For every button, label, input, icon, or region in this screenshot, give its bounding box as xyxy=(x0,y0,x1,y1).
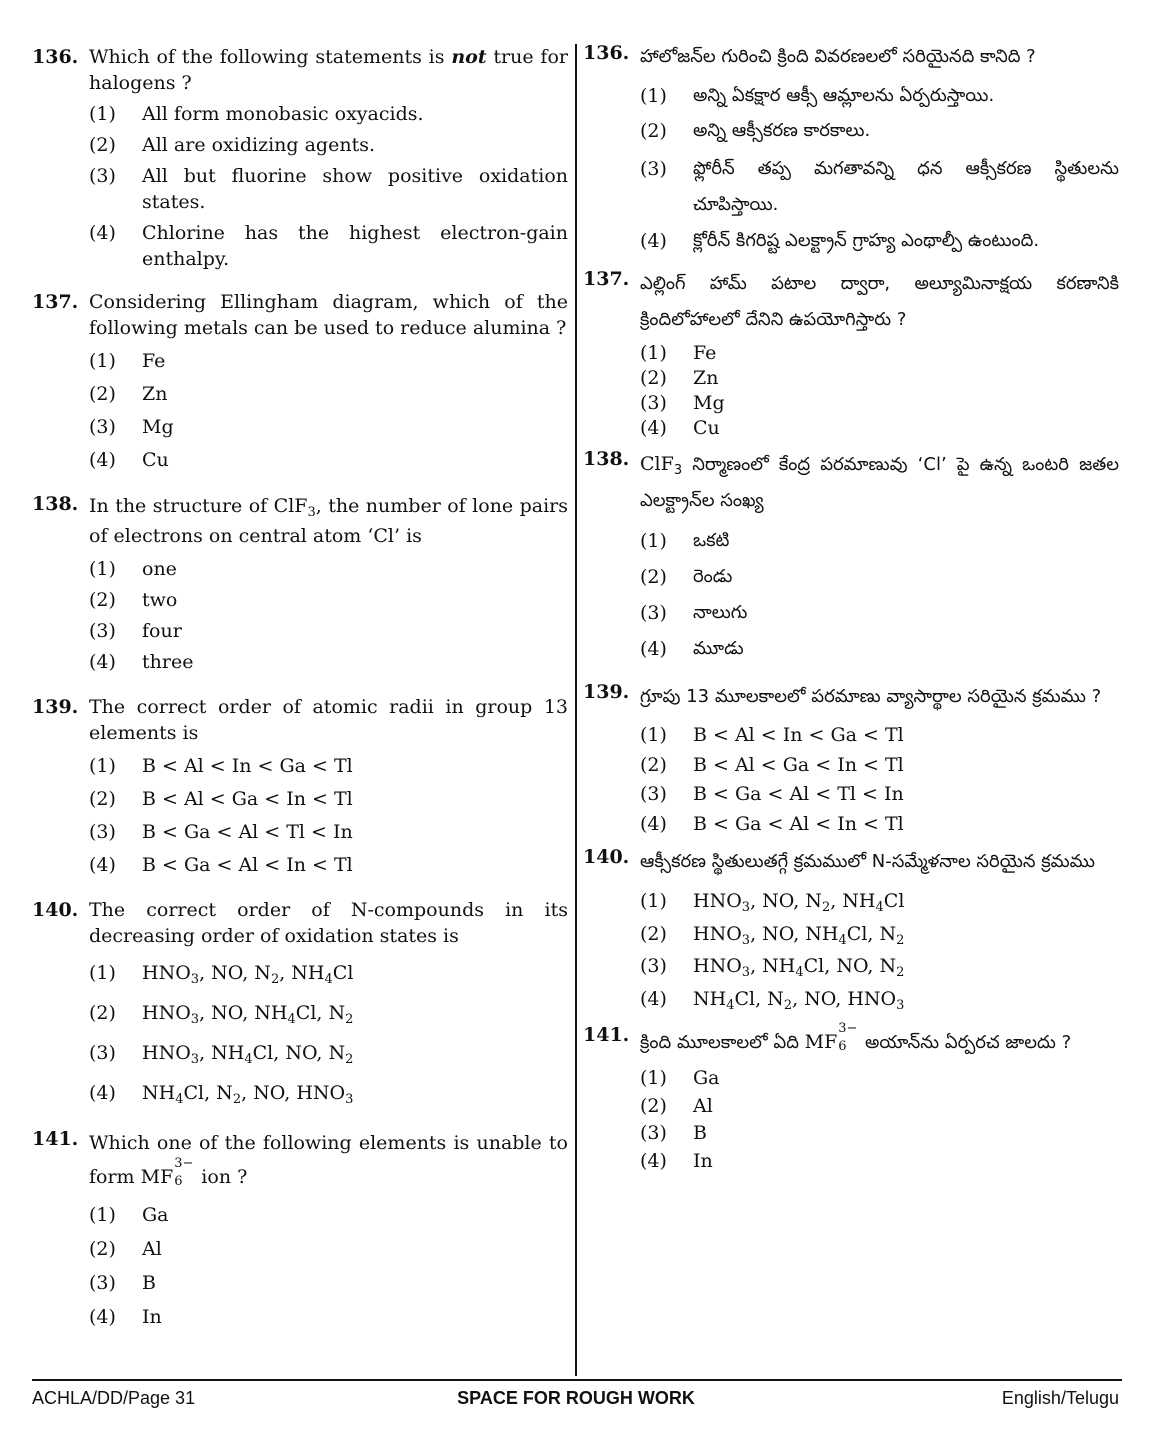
question-number: 141. xyxy=(583,1024,630,1046)
option: (4) Cu xyxy=(640,417,720,439)
option: (2) two xyxy=(89,589,178,611)
question-stem: ఎల్లింగ్ హామ్ పటాల ద్వారా, అల్యూమినాక్షయ కరణానికి క్రిందిలోహాలలో దేనిని ఉపయోగిస్తారు ? xyxy=(640,273,1119,330)
page-code: ACHLA/DD/Page 31 xyxy=(32,1388,196,1408)
option: (3) ఫ్లోరీన్ తప్ప మగతావన్ని ధన ఆక్సీకరణ స్థితులను చూపిస్తాయి. xyxy=(640,158,1119,215)
question-140-en xyxy=(32,897,568,1106)
question-stem: Which one of the following elements is unable to form MF 3− 6 ion ? xyxy=(89,1132,568,1189)
question-141-en xyxy=(32,1126,568,1330)
option: (2) $HNO_3$, NO, $NH_4Cl$, $N_2$ xyxy=(89,1002,354,1027)
question-number: 137. xyxy=(32,291,79,313)
question-stem: ఆక్సీకరణ స్థితులుతగ్గే క్రమములో N-సమ్మేళనాల సరియైన క్రమము xyxy=(640,851,1095,872)
option: (4) Cu xyxy=(89,449,169,471)
question-139-en xyxy=(32,694,568,878)
question-137-te xyxy=(583,266,1119,441)
options-list xyxy=(640,81,1119,259)
option: (2) $HNO_3$, NO, $NH_4Cl$, $N_2$ xyxy=(640,922,905,948)
option: (1) B < Al < In < Ga < Tl xyxy=(640,724,904,746)
option: (2) Al xyxy=(640,1094,713,1117)
question-140-te xyxy=(583,844,1119,1015)
question-number: 136. xyxy=(32,46,79,68)
question-stem: The correct order of N-compounds in its decreasing order of oxidation states is xyxy=(89,899,568,947)
option: (1) $HNO_3$, NO, $N_2$, $NH_4Cl$ xyxy=(640,890,905,915)
option: (4) B < Ga < Al < In < Tl xyxy=(640,812,904,835)
ion-superscript-subscript: 3− 6 xyxy=(174,1156,194,1189)
telugu-column xyxy=(583,44,1119,1175)
question-139-te xyxy=(583,679,1119,839)
question-number: 139. xyxy=(32,696,79,718)
options-list xyxy=(89,556,568,675)
footer-rule xyxy=(32,1379,1122,1381)
language-label: English/Telugu xyxy=(1001,1388,1119,1408)
options-list xyxy=(89,348,568,473)
question-number: 138. xyxy=(32,493,79,515)
option: (1) ఒకటి xyxy=(640,530,730,552)
option: (2) అన్ని ఆక్సీకరణ కారకాలు. xyxy=(640,120,871,142)
question-number: 140. xyxy=(32,899,79,921)
option: (1) Fe xyxy=(640,342,717,364)
question-138-te xyxy=(583,446,1119,667)
question-stem: The correct order of atomic radii in group 13 elements is xyxy=(89,696,568,744)
rough-work-label: SPACE FOR ROUGH WORK xyxy=(457,1388,695,1408)
options-list xyxy=(640,341,1119,441)
question-number: 138. xyxy=(583,448,630,470)
option: (1) Ga xyxy=(89,1204,169,1226)
option: (1) $HNO_3$, NO, $N_2$, $NH_4Cl$ xyxy=(89,962,354,987)
option: (3) All but fluorine show positive oxidation states. xyxy=(89,165,568,213)
option: (3) B xyxy=(89,1272,156,1294)
option: (2) B < Al < Ga < In < Tl xyxy=(640,753,904,776)
option: (2) Zn xyxy=(640,367,719,389)
column-divider xyxy=(575,44,577,1376)
question-stem: Which of the following statements is not true for halogens ? xyxy=(89,46,568,94)
question-number: 140. xyxy=(583,846,630,868)
option: (4) మూడు xyxy=(640,638,744,660)
option: (4) Chlorine has the highest electron-gain enthalpy. xyxy=(89,222,568,270)
options-list xyxy=(89,1202,568,1330)
question-stem: Considering Ellingham diagram, which of the following metals can be used to reduce alumina ? xyxy=(89,291,568,339)
question-136-te xyxy=(583,40,1119,259)
option: (4) $NH_4Cl$, $N_2$, NO, $HNO_3$ xyxy=(640,987,905,1013)
option: (4) B < Ga < Al < In < Tl xyxy=(89,854,353,876)
option: (3) Mg xyxy=(640,392,725,414)
options-list xyxy=(640,721,1119,839)
option: (4) In xyxy=(89,1306,162,1328)
option: (3) four xyxy=(89,620,182,642)
option: (1) B < Al < In < Ga < Tl xyxy=(89,755,353,777)
option: (3) $HNO_3$, $NH_4Cl$, NO, $N_2$ xyxy=(640,955,905,980)
question-stem: క్రింది మూలకాలలో ఏది MF 3− 6 అయాన్‌ను ఏర్పరచ జాలదు ? xyxy=(640,1021,1072,1054)
question-138-en xyxy=(32,491,568,675)
question-number: 136. xyxy=(583,42,630,64)
ion-superscript-subscript: 3− 6 xyxy=(838,1021,858,1054)
option: (4) three xyxy=(89,651,194,673)
option: (1) Ga xyxy=(640,1067,720,1089)
option: (4) In xyxy=(640,1149,713,1172)
options-list xyxy=(640,1065,1119,1175)
option: (4) $NH_4Cl$, $N_2$, NO, $HNO_3$ xyxy=(89,1082,354,1107)
question-number: 139. xyxy=(583,681,630,703)
options-list xyxy=(89,960,568,1106)
option: (3) నాలుగు xyxy=(640,602,748,624)
question-stem: హాలోజన్‌ల గురించి క్రింది వివరణలలో సరియైనది కానిది ? xyxy=(640,46,1036,67)
option: (1) one xyxy=(89,558,177,580)
question-stem: గ్రూపు 13 మూలకాలలో పరమాణు వ్యాసార్థాల సరియైన క్రమము ? xyxy=(640,686,1102,707)
options-list xyxy=(640,885,1119,1015)
question-number: 137. xyxy=(583,268,630,290)
question-137-en xyxy=(32,289,568,473)
question-stem: ClF$_3$ నిర్మాణంలో కేంద్ర పరమాణువు ‘Cl’ పై ఉన్న ఒంటరి జతల ఎలక్ట్రాన్‌ల సంఖ్య xyxy=(640,453,1119,511)
option: (3) B < Ga < Al < Tl < In xyxy=(89,821,353,843)
option: (3) B xyxy=(640,1122,707,1144)
option: (2) Al xyxy=(89,1238,162,1260)
question-141-te xyxy=(583,1022,1119,1175)
option: (3) B < Ga < Al < Tl < In xyxy=(640,783,904,805)
option: (2) All are oxidizing agents. xyxy=(89,134,376,156)
option: (2) రెండు xyxy=(640,566,733,588)
option: (4) క్లోరీన్ కిగరిష్ట ఎలక్ట్రాన్ గ్రాహ్య ఎంథాల్పీ ఉంటుంది. xyxy=(640,230,1040,252)
option: (3) Mg xyxy=(89,416,174,438)
options-list xyxy=(89,101,568,272)
question-number: 141. xyxy=(32,1128,79,1150)
options-list xyxy=(640,523,1119,667)
question-stem: In the structure of ClF$_3$, the number of lone pairs of electrons on central atom ‘Cl’ is xyxy=(89,495,568,547)
option: (1) All form monobasic oxyacids. xyxy=(89,103,424,125)
option: (2) B < Al < Ga < In < Tl xyxy=(89,788,353,810)
question-136-en xyxy=(32,44,568,272)
option: (1) Fe xyxy=(89,350,166,372)
option: (3) $HNO_3$, $NH_4Cl$, NO, $N_2$ xyxy=(89,1042,354,1067)
english-column xyxy=(32,44,568,1330)
option: (1) అన్ని ఏకక్షార ఆక్సీ ఆమ్లాలను ఏర్పరుస్తాయి. xyxy=(640,85,995,107)
option: (2) Zn xyxy=(89,383,168,405)
options-list xyxy=(89,753,568,878)
